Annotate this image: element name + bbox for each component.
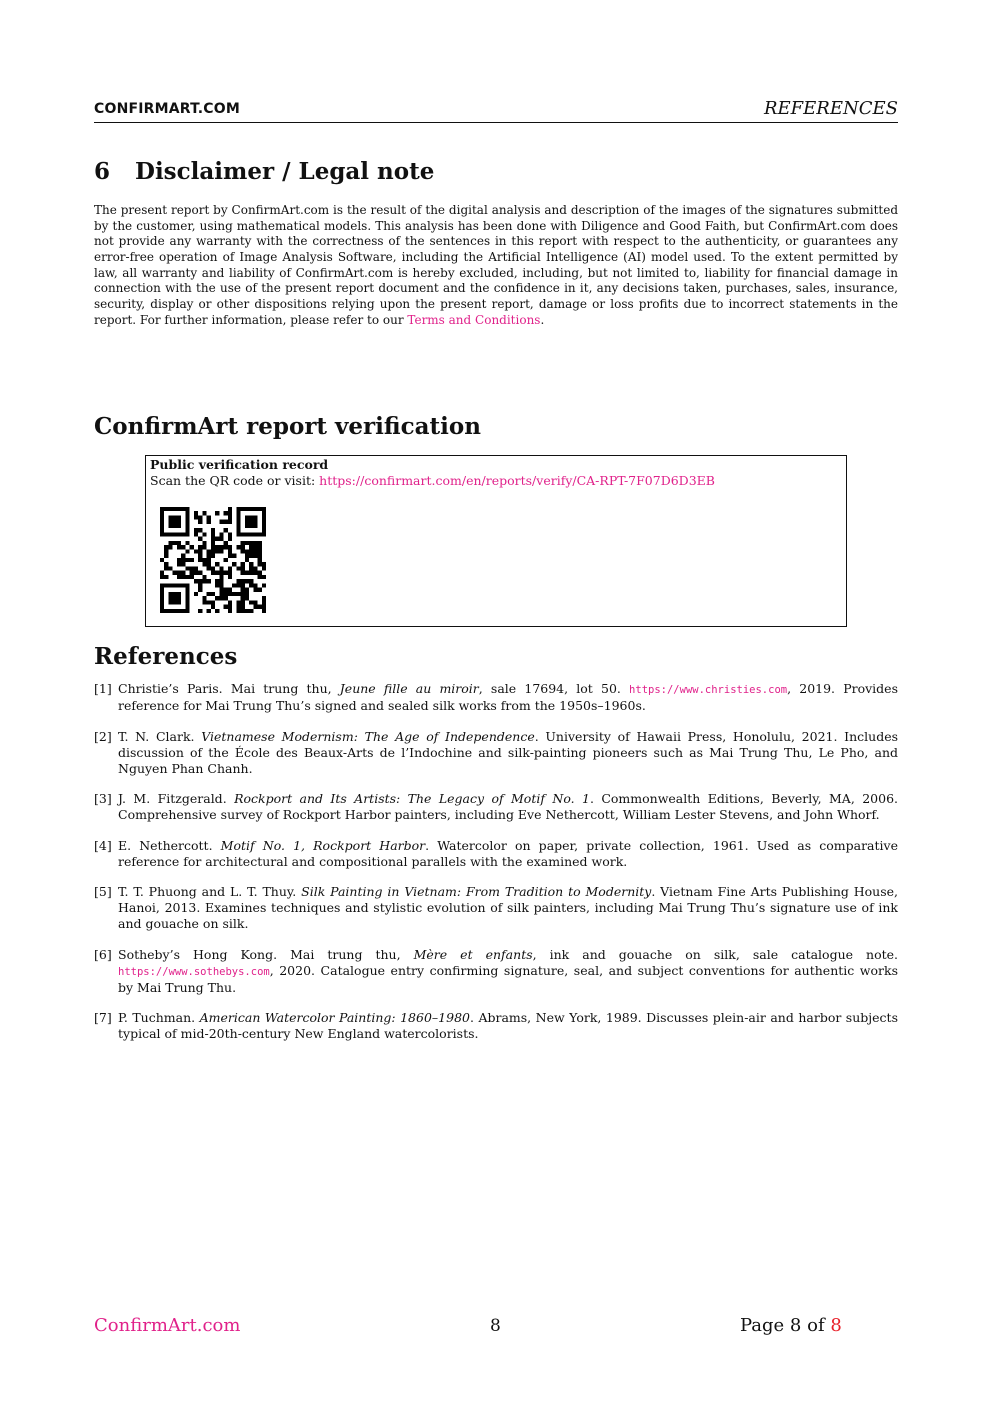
footer-page-number: 8 — [490, 1316, 501, 1336]
reference-number: [2] — [94, 728, 112, 744]
disclaimer-paragraph — [94, 203, 898, 328]
reference-item — [94, 681, 898, 714]
disclaimer-end: . — [540, 312, 545, 327]
reference-number: [1] — [94, 681, 112, 696]
section-title: Disclaimer / Legal note — [135, 158, 435, 185]
footer-page-prefix: Page 8 of — [740, 1315, 831, 1336]
reference-number: [4] — [94, 837, 112, 853]
verification-heading: ConfirmArt report verification — [94, 413, 481, 440]
reference-number: [3] — [94, 791, 112, 806]
reference-authors: E. Nethercott. — [118, 837, 221, 853]
reference-title: Mère et enfants — [413, 946, 533, 962]
reference-authors: Christie’s Paris. Mai trung thu, — [118, 681, 340, 696]
qr-code-icon — [160, 507, 266, 613]
reference-item — [94, 838, 898, 870]
reference-authors: P. Tuchman. — [118, 1010, 200, 1025]
reference-item — [94, 884, 898, 932]
footer-page-count — [740, 1315, 842, 1336]
reference-details: . Commonwealth Editions, Beverly, MA, 2006. Comprehensive survey of Rockport Harbor painters, including Eve Nethercott, William Lester Stevens, and John Whorf. — [118, 791, 898, 822]
verification-line — [150, 473, 715, 488]
reference-details: . Watercolor on paper, private collection, 1961. Used as comparative reference for architectural and compositional parallels with the examined work. — [118, 837, 898, 869]
reference-item — [94, 1010, 898, 1042]
reference-number: [5] — [94, 884, 112, 899]
verification-title: Public verification record — [150, 457, 329, 472]
disclaimer-text: The present report by ConfirmArt.com is the result of the digital analysis and description of the images of the signatures submitted by the customer, using mathematical models. This analysis has been done with Diligence and Good Faith, but ConfirmArt.com does not provide any warranty with the correctness of the sentences in this report with respect to the authenticity, or guarantees any error-free operation of Image Analysis Software, including the Artificial Intelligence (AI) model used. To the extent permitted by law, all warranty and liability of ConfirmArt.com is hereby excluded, including, but not limited to, liability for financial damage in connection with the use of the present report document and the confidence in it, any decisions taken, purchases, sales, insurance, security, display or other dispositions relying upon the present report, damage or loss profits due to incorrect statements in the report. For further information, please refer to our — [94, 203, 898, 327]
reference-authors: T. T. Phuong and L. T. Thuy. — [118, 884, 302, 899]
section-number: 6 — [94, 158, 111, 185]
verification-url-link[interactable]: https://confirmart.com/en/reports/verify/CA-RPT-7F07D6D3EB — [319, 473, 715, 488]
header-rule — [94, 122, 898, 123]
reference-title: Rockport and Its Artists: The Legacy of Motif No. 1 — [234, 791, 590, 806]
reference-authors: J. M. Fitzgerald. — [118, 791, 235, 806]
reference-item — [94, 791, 898, 823]
scan-text: Scan the QR code or visit: — [150, 473, 320, 488]
reference-details: . Vietnam Fine Arts Publishing House, Hanoi, 2013. Examines techniques and stylistic evolution of silk painters, including Mai Trung Thu’s signature use of ink and gouache on silk. — [118, 884, 899, 931]
references-list — [94, 681, 898, 1057]
section-heading — [94, 158, 434, 185]
reference-details: . University of Hawaii Press, Honolulu, 2021. Includes discussion of the École des Beaux-Arts de l’Indochine and silk-painting pioneers such as Mai Trung Thu, Le Pho, and Nguyen Phan Chanh. — [118, 728, 899, 776]
reference-details: , sale 17694, lot 50. — [478, 681, 630, 696]
reference-item — [94, 729, 898, 777]
reference-title: Silk Painting in Vietnam: From Tradition to Modernity — [301, 884, 652, 899]
reference-title: Jeune fille au miroir — [339, 681, 479, 696]
reference-title: American Watercolor Painting: 1860–1980 — [199, 1010, 470, 1025]
reference-url-link[interactable]: https://www.christies.com — [629, 684, 788, 696]
reference-title: Vietnamese Modernism: The Age of Independence — [201, 728, 535, 744]
reference-url-link[interactable]: https://www.sothebys.com — [118, 965, 270, 978]
reference-title: Motif No. 1, Rockport Harbor — [220, 837, 426, 853]
reference-details: . Abrams, New York, 1989. Discusses plein-air and harbor subjects typical of mid-20th-century New England watercolorists. — [118, 1010, 898, 1041]
footer-site-link[interactable]: ConfirmArt.com — [94, 1315, 241, 1336]
header-logo: CONFIRMART.COM — [94, 101, 241, 117]
reference-item — [94, 947, 898, 996]
header-section-label: REFERENCES — [763, 98, 898, 119]
reference-note: , 2019. Provides reference for Mai Trung Thu’s signed and sealed silk works from the 1950s–1960s. — [118, 681, 898, 713]
reference-note: , 2020. Catalogue entry confirming signature, seal, and subject conventions for authentic works by Mai Trung Thu. — [118, 962, 898, 995]
reference-number: [7] — [94, 1010, 112, 1025]
footer-page-total[interactable]: 8 — [830, 1315, 842, 1336]
terms-link[interactable]: Terms and Conditions — [407, 312, 541, 327]
references-heading: References — [94, 643, 238, 670]
reference-authors: T. N. Clark. — [118, 728, 202, 744]
reference-authors: Sotheby’s Hong Kong. Mai trung thu, — [118, 946, 414, 962]
reference-details: , ink and gouache on silk, sale catalogue note. — [532, 946, 899, 962]
reference-number: [6] — [94, 946, 112, 962]
